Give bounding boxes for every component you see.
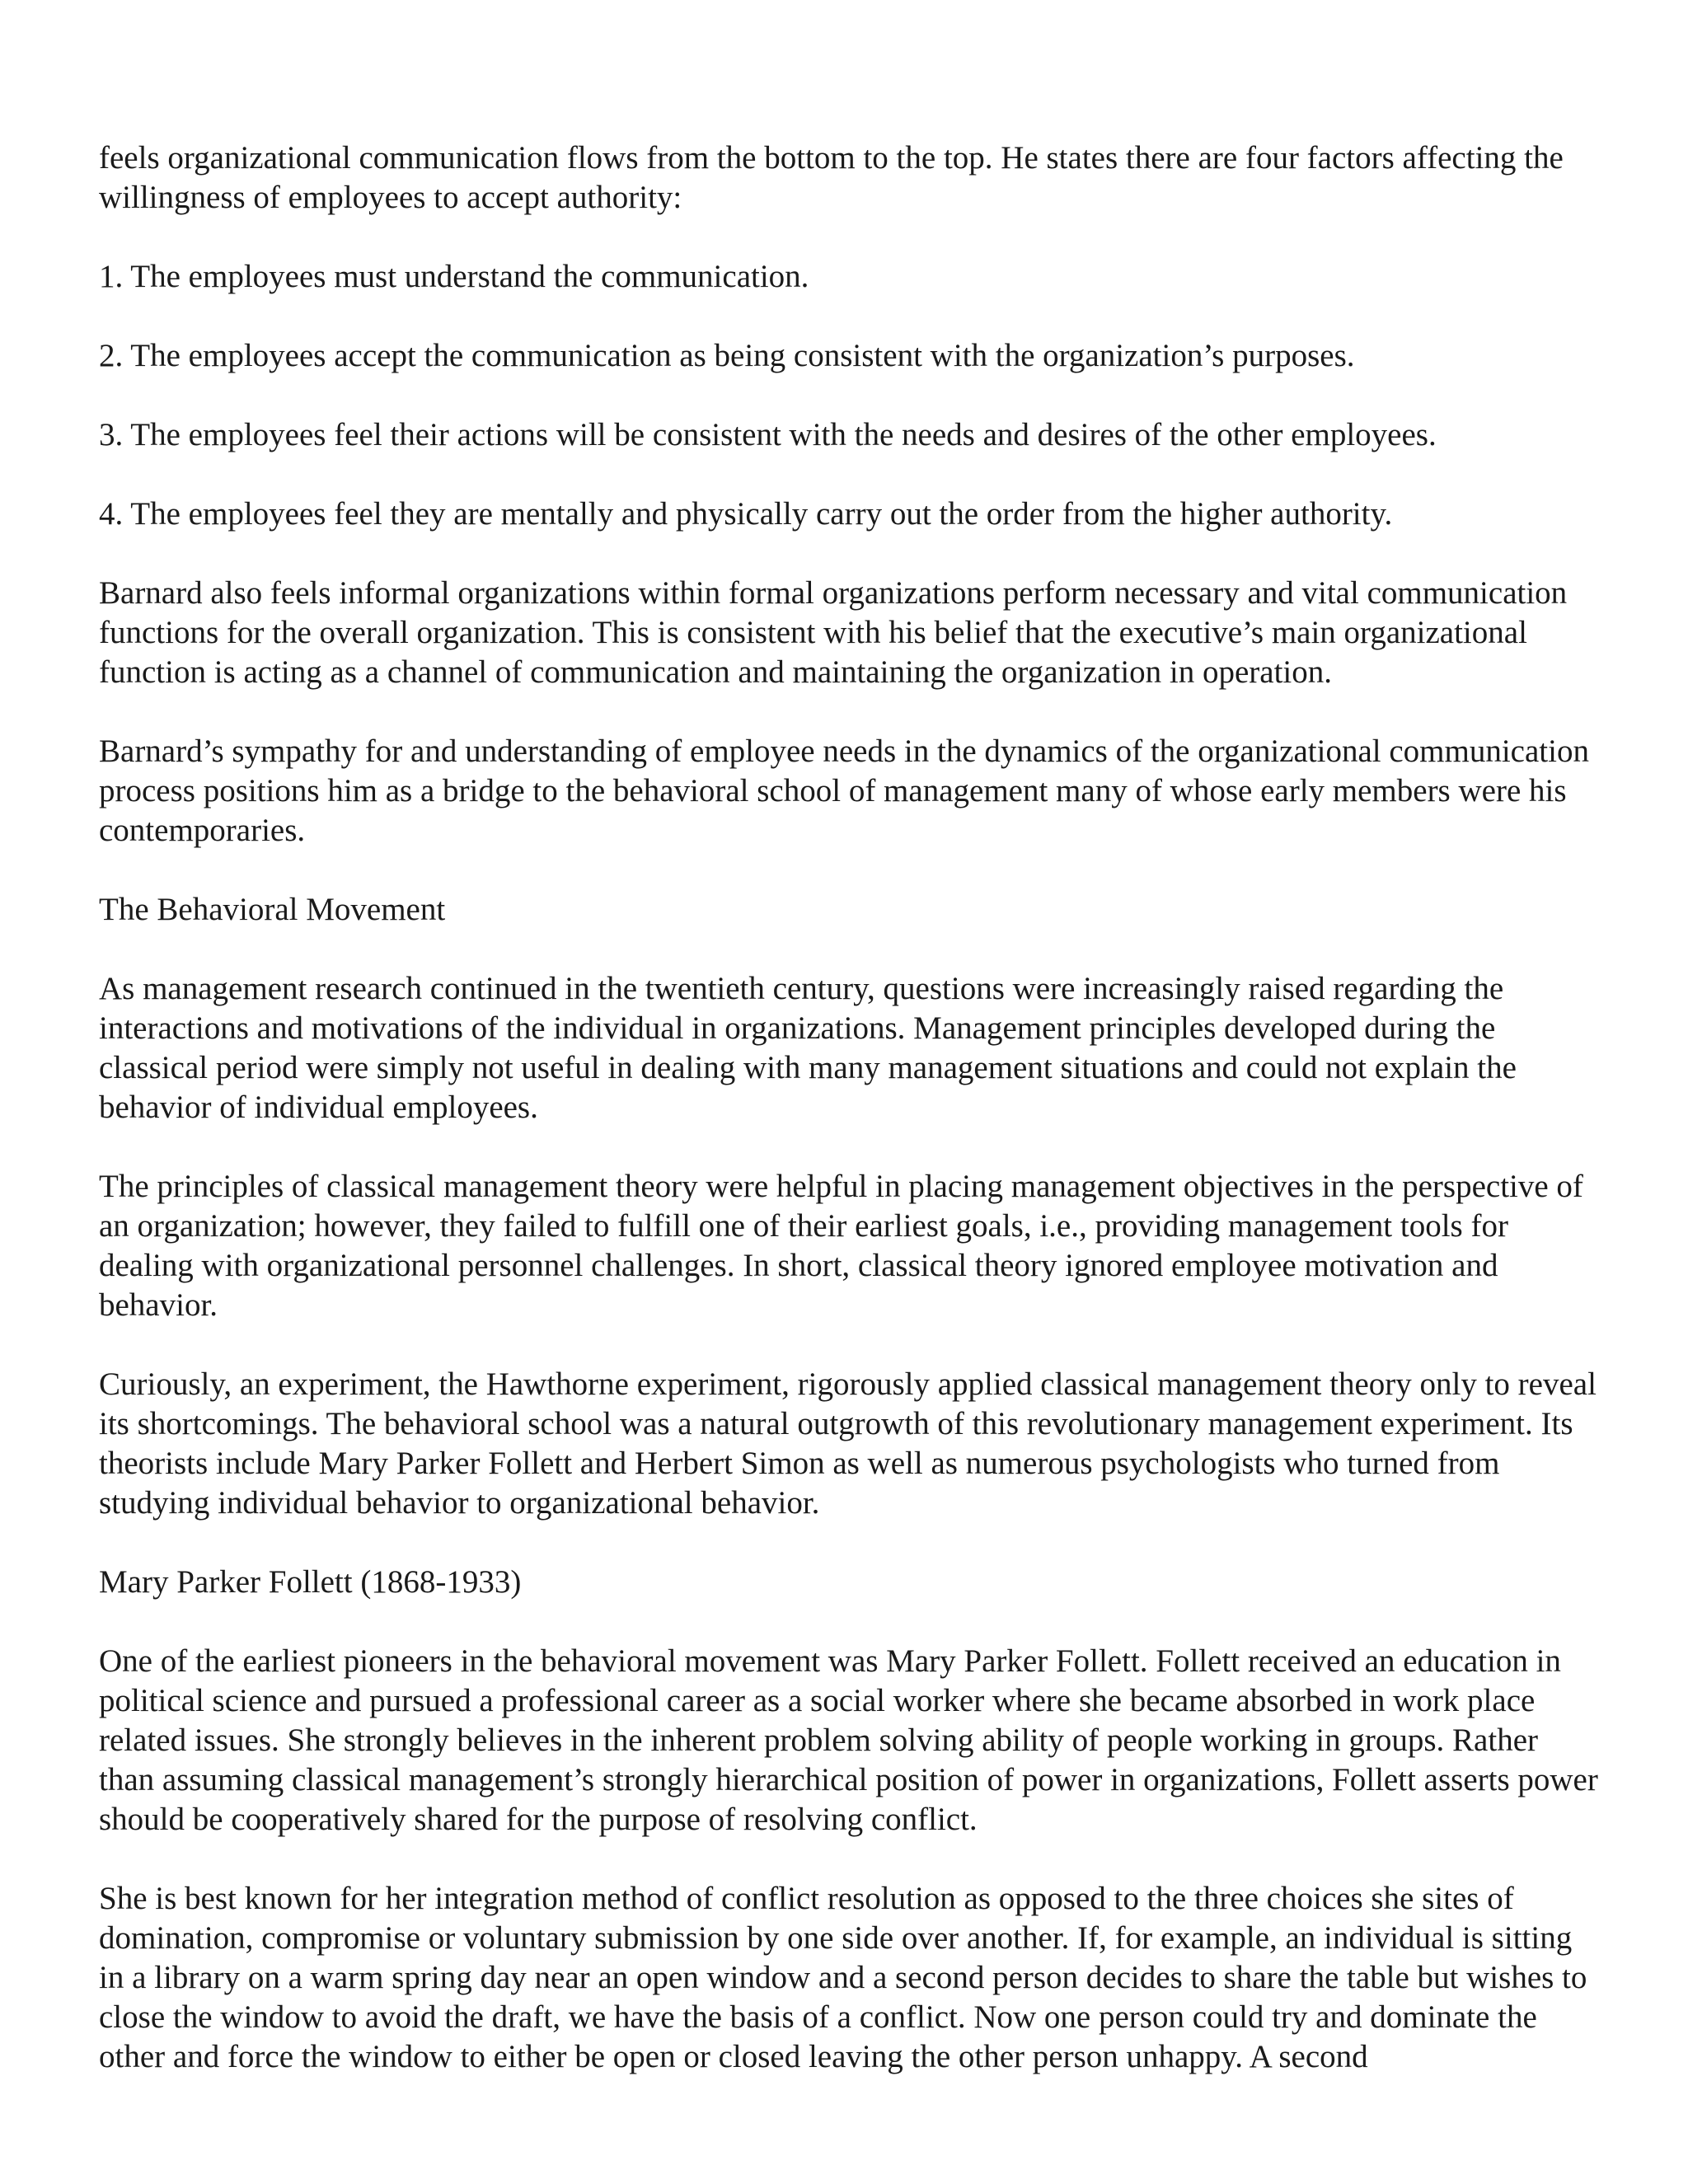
paragraph-follett-pioneer: One of the earliest pioneers in the behavioral movement was Mary Parker Follett. Follett received an education in political science and pursued a professional career as a social worker where she became absorbed in work place related issues. She strongly believes in the inherent problem solving ability of people working in groups. Rather than assuming classical management’s strongly hierarchical position of power in organizations, Follett asserts power should be cooperatively shared for the purpose of resolving conflict.	[99, 1643, 1598, 1837]
paragraph-intro: feels organizational communication flows from the bottom to the top. He states there are four factors affecting the willingness of employees to accept authority:	[99, 140, 1564, 215]
document-page	[99, 138, 1599, 2116]
paragraph-hawthorne: Curiously, an experiment, the Hawthorne experiment, rigorously applied classical management theory only to reveal its shortcomings. The behavioral school was a natural outgrowth of this revolutionary management experiment. Its theorists include Mary Parker Follett and Herbert Simon as well as numerous psychologists who turned from studying individual behavior to organizational behavior.	[99, 1366, 1597, 1521]
paragraph-barnard-sympathy: Barnard’s sympathy for and understanding of employee needs in the dynamics of the organizational communication process positions him as a bridge to the behavioral school of management many of whose early members were his contemporaries.	[99, 733, 1589, 848]
paragraph-classical-principles: The principles of classical management theory were helpful in placing management objectives in the perspective of an organization; however, they failed to fulfill one of their earliest goals, i.e., providing management tools for dealing with organizational personnel challenges. In short, classical theory ignored employee motivation and behavior.	[99, 1169, 1583, 1323]
paragraph-management-research: As management research continued in the twentieth century, questions were increasingly raised regarding the interactions and motivations of the individual in organizations. Management principles developed during the classical period were simply not useful in dealing with many management situations and could not explain the behavior of individual employees.	[99, 971, 1517, 1125]
paragraph-barnard-informal: Barnard also feels informal organizations within formal organizations perform necessary and vital communication functions for the overall organization. This is consistent with his belief that the executive’s main organizational function is acting as a channel of communication and maintaining the organization in operation.	[99, 575, 1568, 690]
list-item-3: 3. The employees feel their actions will be consistent with the needs and desires of the other employees.	[99, 417, 1437, 452]
paragraph-follett-integration: She is best known for her integration method of conflict resolution as opposed to the three choices she sites of domination, compromise or voluntary submission by one side over another. If, for example, an individual is sitting in a library on a warm spring day near an open window and a second person decides to share the table but wishes to close the window to avoid the draft, we have the basis of a conflict. Now one person could try and dominate the other and force the window to either be open or closed leaving the other person unhappy. A second	[99, 1881, 1587, 2074]
list-item-4: 4. The employees feel they are mentally and physically carry out the order from the higher authority.	[99, 496, 1393, 532]
list-item-2: 2. The employees accept the communication as being consistent with the organization’s purposes.	[99, 338, 1355, 373]
list-item-1: 1. The employees must understand the communication.	[99, 259, 809, 294]
section-heading-behavioral-movement: The Behavioral Movement	[99, 892, 446, 927]
section-heading-follett: Mary Parker Follett (1868-1933)	[99, 1564, 522, 1600]
